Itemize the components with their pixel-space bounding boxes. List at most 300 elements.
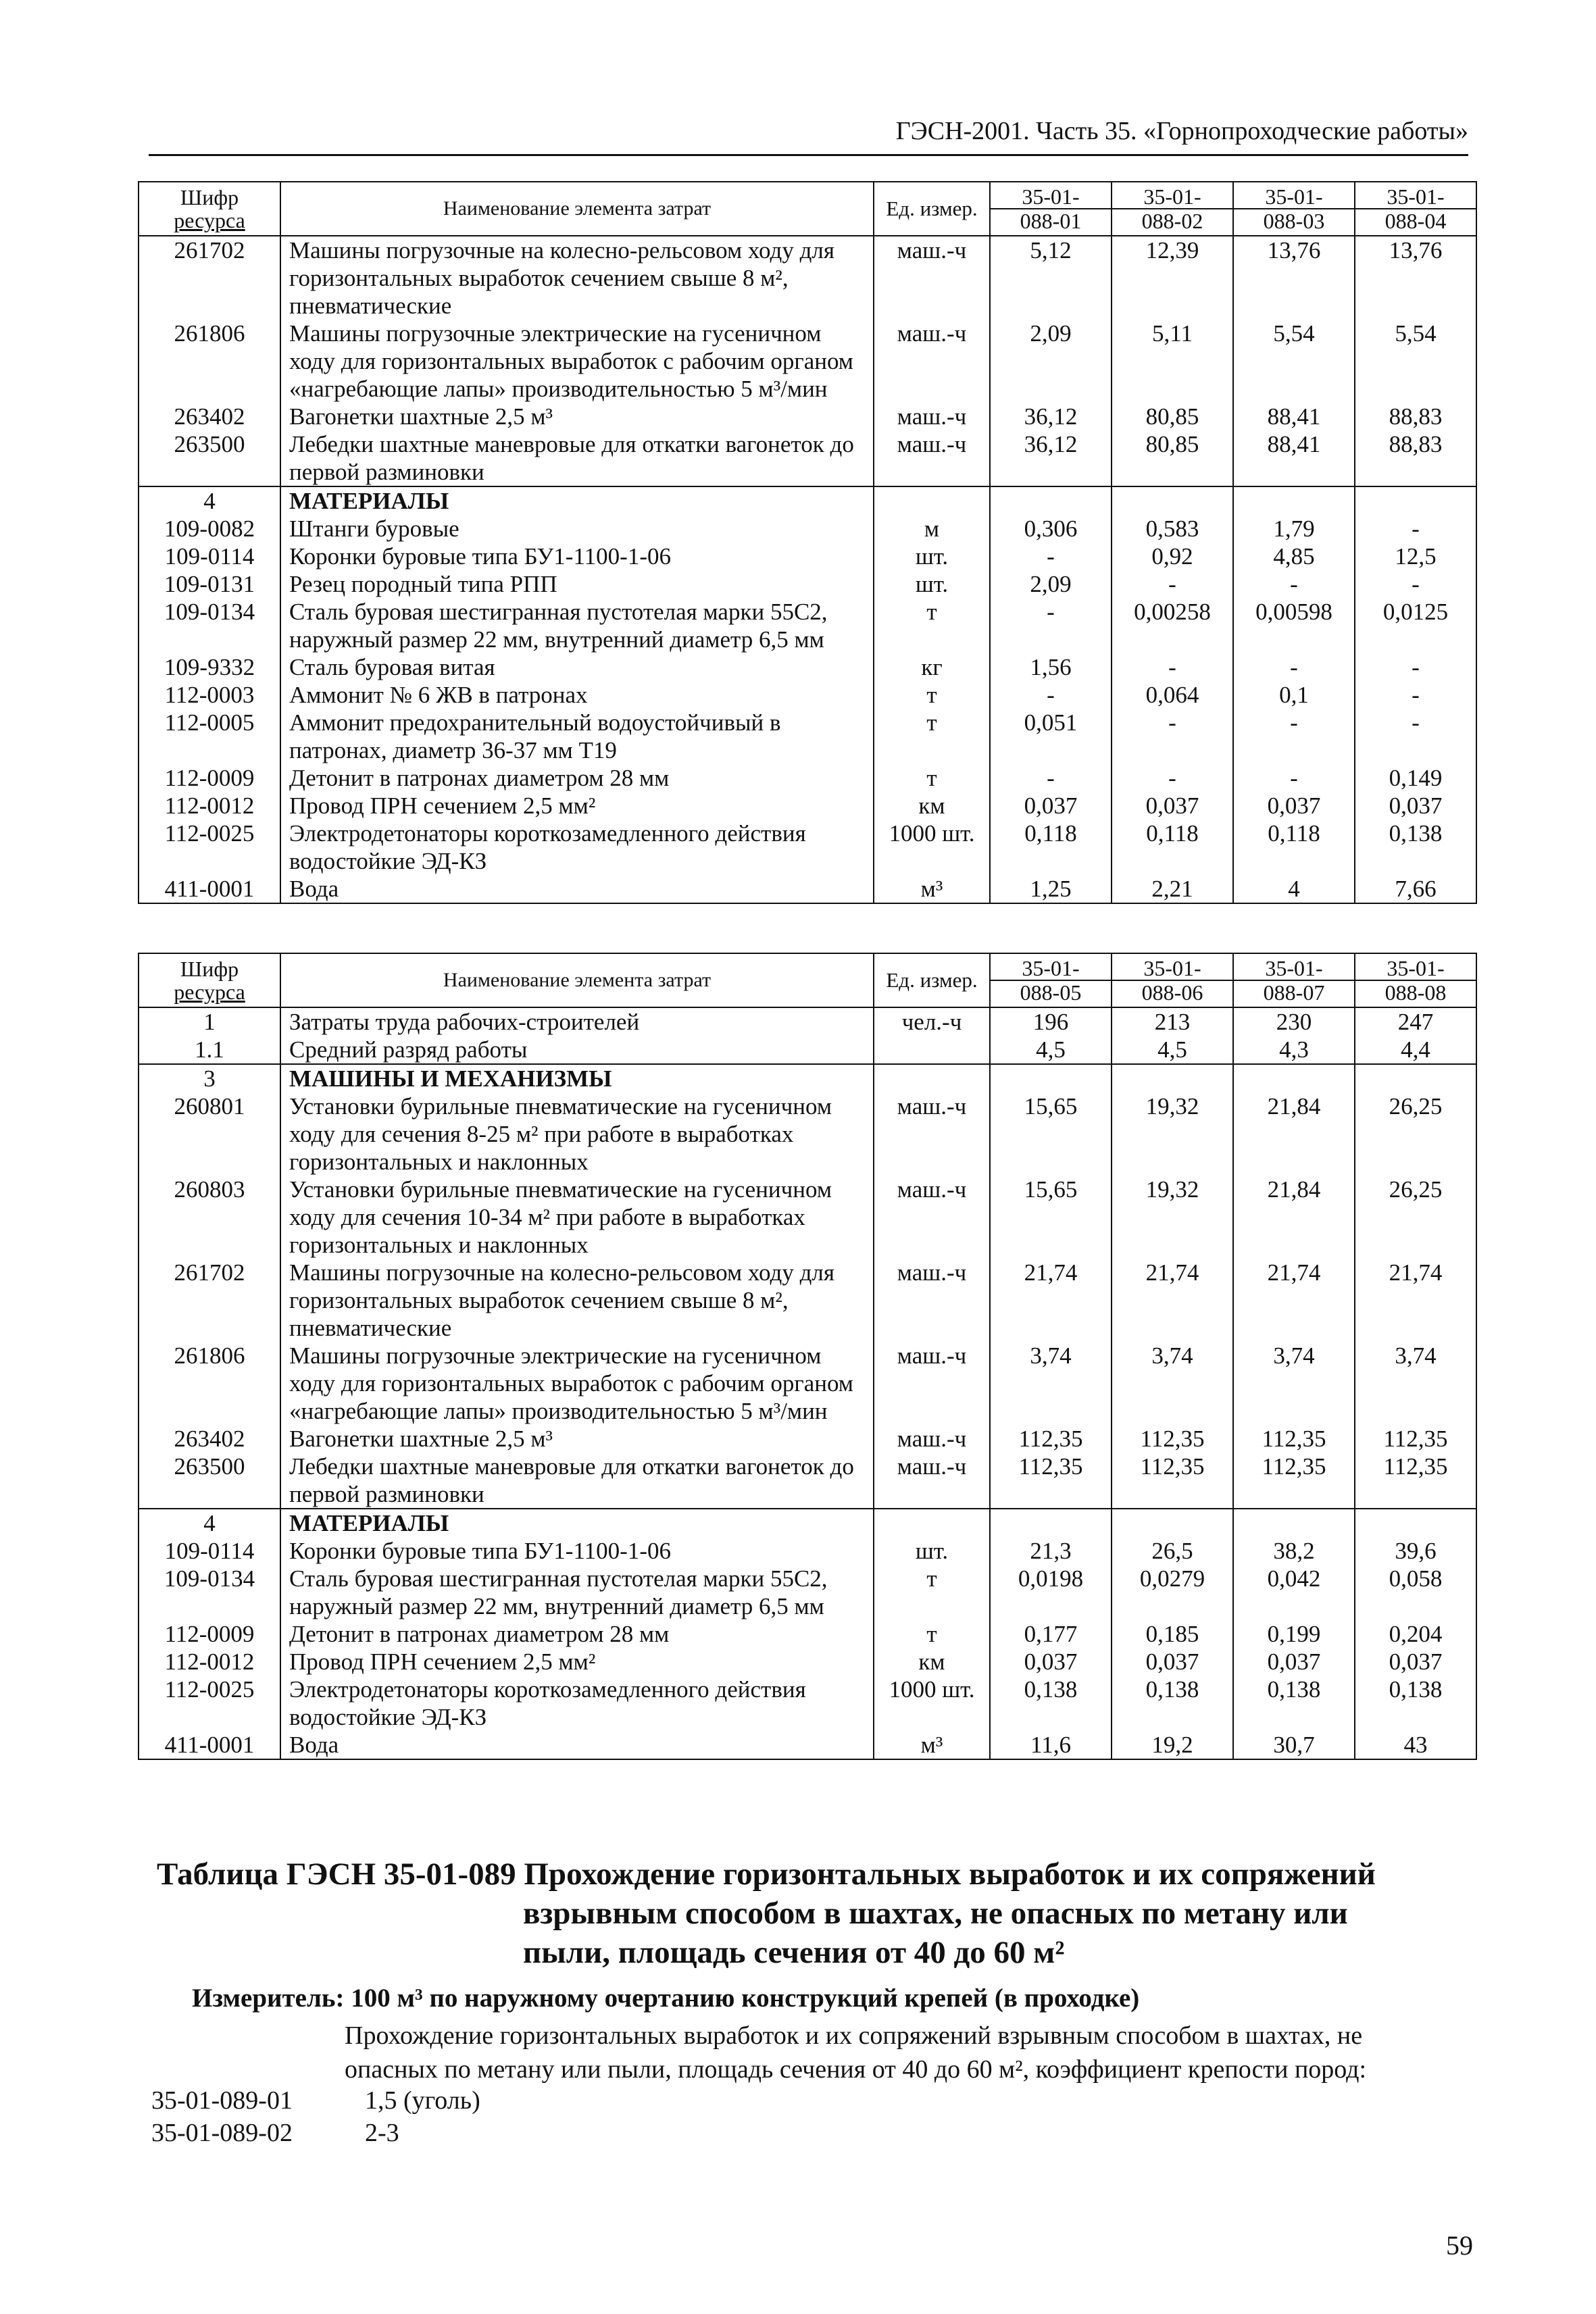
norm-value: 26,25 bbox=[1355, 1176, 1476, 1259]
norm-value bbox=[990, 1064, 1112, 1092]
cost-element-name: Сталь буровая шестигранная пустотелая марки 55С2, наружный размер 22 мм, внутренний диаметр 6,5 мм bbox=[280, 598, 874, 653]
norm-value bbox=[1112, 486, 1233, 515]
norm-value: 0,0198 bbox=[990, 1565, 1112, 1620]
variant-list bbox=[151, 2084, 480, 2149]
norm-value: - bbox=[1233, 764, 1355, 792]
cost-element-name: Машины погрузочные электрические на гусеничном ходу для горизонтальных выработок с рабочим органом «нагребающие лапы» производительностью 5 м³/мин bbox=[280, 1342, 874, 1425]
norm-value: 12,5 bbox=[1355, 543, 1476, 570]
norm-value: 0,204 bbox=[1355, 1620, 1476, 1648]
resource-code: 261806 bbox=[139, 320, 280, 403]
header-code bbox=[139, 182, 280, 236]
norm-value: 230 bbox=[1233, 1007, 1355, 1036]
norm-value: 0,306 bbox=[990, 515, 1112, 543]
norm-value: 5,11 bbox=[1112, 320, 1233, 403]
norm-value: 112,35 bbox=[1112, 1425, 1233, 1453]
header-unit: Ед. измер. bbox=[874, 953, 990, 1007]
norm-value: 1,56 bbox=[990, 653, 1112, 681]
norm-value: 15,65 bbox=[990, 1176, 1112, 1259]
resource-code: 3 bbox=[139, 1064, 280, 1092]
header-col-line1: 35-01- bbox=[1022, 184, 1080, 209]
table-row bbox=[139, 1676, 1476, 1731]
resource-code: 261806 bbox=[139, 1342, 280, 1425]
norm-value: - bbox=[1233, 709, 1355, 764]
table-row bbox=[139, 1648, 1476, 1676]
norm-value: 0,1 bbox=[1233, 681, 1355, 709]
table-row bbox=[139, 570, 1476, 598]
norm-value: 36,12 bbox=[990, 403, 1112, 430]
norm-value: 0,138 bbox=[1355, 1676, 1476, 1731]
header-code bbox=[139, 953, 280, 1007]
norm-value: 26,25 bbox=[1355, 1092, 1476, 1176]
header-col-line2: 088-06 bbox=[1112, 980, 1232, 1004]
header-name: Наименование элемента затрат bbox=[280, 182, 874, 236]
table-row bbox=[139, 515, 1476, 543]
norm-value: - bbox=[1233, 653, 1355, 681]
norm-value: - bbox=[990, 543, 1112, 570]
norm-value: 112,35 bbox=[990, 1453, 1112, 1509]
norm-value: 4,5 bbox=[990, 1036, 1112, 1064]
cost-element-name: Лебедки шахтные маневровые для откатки вагонеток до первой разминовки bbox=[280, 1453, 874, 1509]
cost-element-name: Аммонит № 6 ЖВ в патронах bbox=[280, 681, 874, 709]
resource-code: 112-0012 bbox=[139, 1648, 280, 1676]
unit-of-measure: т bbox=[874, 681, 990, 709]
unit-of-measure: чел.-ч bbox=[874, 1007, 990, 1036]
header-col-1 bbox=[990, 182, 1112, 236]
table-row bbox=[139, 1565, 1476, 1620]
cost-element-name: Электродетонаторы короткозамедленного действия водостойкие ЭД-КЗ bbox=[280, 820, 874, 875]
norm-value: 0,118 bbox=[1233, 820, 1355, 875]
variant-code: 35-01-089-01 bbox=[151, 2086, 293, 2115]
norm-value: 13,76 bbox=[1355, 236, 1476, 320]
cost-element-name: Машины погрузочные на колесно-рельсовом ходу для горизонтальных выработок сечением свыше 8 м², пневматические bbox=[280, 236, 874, 320]
resource-code: 109-0082 bbox=[139, 515, 280, 543]
table-section-row bbox=[139, 1064, 1476, 1092]
resource-code: 112-0025 bbox=[139, 1676, 280, 1731]
norm-value: 112,35 bbox=[1233, 1453, 1355, 1509]
norm-value: 247 bbox=[1355, 1007, 1476, 1036]
unit-of-measure bbox=[874, 486, 990, 515]
norm-value: 5,12 bbox=[990, 236, 1112, 320]
norm-value: 80,85 bbox=[1112, 430, 1233, 486]
unit-of-measure: кг bbox=[874, 653, 990, 681]
norm-value: 5,54 bbox=[1233, 320, 1355, 403]
unit-of-measure: 1000 шт. bbox=[874, 820, 990, 875]
norm-value: 38,2 bbox=[1233, 1537, 1355, 1565]
norm-value bbox=[1233, 1064, 1355, 1092]
norm-value bbox=[1112, 1509, 1233, 1537]
norm-value: 4,4 bbox=[1355, 1036, 1476, 1064]
table-row bbox=[139, 653, 1476, 681]
norm-value: 0,042 bbox=[1233, 1565, 1355, 1620]
cost-element-name: Средний разряд работы bbox=[280, 1036, 874, 1064]
table-row bbox=[139, 1453, 1476, 1509]
header-col-line2: 088-01 bbox=[991, 208, 1111, 232]
resource-table-088-01-04 bbox=[138, 181, 1477, 904]
norm-value: 112,35 bbox=[1355, 1453, 1476, 1509]
variant-row bbox=[151, 2084, 480, 2117]
norm-value: 21,74 bbox=[1112, 1259, 1233, 1342]
norm-value: - bbox=[1355, 515, 1476, 543]
resource-code: 109-0134 bbox=[139, 598, 280, 653]
resource-code: 112-0025 bbox=[139, 820, 280, 875]
cost-element-name: Машины погрузочные электрические на гусеничном ходу для горизонтальных выработок с рабочим органом «нагребающие лапы» производительностью 5 м³/мин bbox=[280, 320, 874, 403]
norm-value: 21,3 bbox=[990, 1537, 1112, 1565]
header-col-line2: 088-07 bbox=[1234, 980, 1354, 1004]
table-section-row bbox=[139, 1509, 1476, 1537]
resource-code: 112-0009 bbox=[139, 1620, 280, 1648]
table-row bbox=[139, 709, 1476, 764]
norm-value bbox=[1355, 486, 1476, 515]
table-row bbox=[139, 430, 1476, 486]
norm-value: 21,84 bbox=[1233, 1176, 1355, 1259]
cost-element-name: Коронки буровые типа БУ1-1100-1-06 bbox=[280, 543, 874, 570]
norm-value: 3,74 bbox=[1355, 1342, 1476, 1425]
unit-of-measure: т bbox=[874, 709, 990, 764]
table-row bbox=[139, 1007, 1476, 1036]
norm-value: 21,84 bbox=[1233, 1092, 1355, 1176]
variant-row bbox=[151, 2117, 480, 2149]
header-col-line1: 35-01- bbox=[1022, 956, 1080, 980]
cost-element-name: Провод ПРН сечением 2,5 мм² bbox=[280, 1648, 874, 1676]
resource-code: 112-0012 bbox=[139, 792, 280, 820]
norm-value: 0,0125 bbox=[1355, 598, 1476, 653]
cost-element-name: Вода bbox=[280, 1731, 874, 1759]
norm-value: - bbox=[990, 681, 1112, 709]
cost-element-name: Сталь буровая шестигранная пустотелая марки 55С2, наружный размер 22 мм, внутренний диаметр 6,5 мм bbox=[280, 1565, 874, 1620]
norm-value: 112,35 bbox=[1355, 1425, 1476, 1453]
cost-element-name: Детонит в патронах диаметром 28 мм bbox=[280, 1620, 874, 1648]
resource-code: 261702 bbox=[139, 236, 280, 320]
resource-code: 109-0114 bbox=[139, 1537, 280, 1565]
unit-of-measure: маш.-ч bbox=[874, 1092, 990, 1176]
norm-value: 19,32 bbox=[1112, 1176, 1233, 1259]
cost-element-name: МАТЕРИАЛЫ bbox=[280, 1509, 874, 1537]
norm-value: 112,35 bbox=[1233, 1425, 1355, 1453]
section-title-lead: Таблица ГЭСН 35-01-089 Прохождение горизонтальных выработок и их сопряжений bbox=[157, 1857, 1376, 1892]
norm-value: 1,79 bbox=[1233, 515, 1355, 543]
unit-of-measure: маш.-ч bbox=[874, 1425, 990, 1453]
header-col-line2: 088-03 bbox=[1234, 208, 1354, 232]
cost-element-name: Аммонит предохранительный водоустойчивый в патронах, диаметр 36-37 мм Т19 bbox=[280, 709, 874, 764]
header-code-line2: ресурса bbox=[174, 208, 245, 232]
norm-value: - bbox=[1112, 709, 1233, 764]
norm-value: - bbox=[1355, 653, 1476, 681]
unit-of-measure: маш.-ч bbox=[874, 1342, 990, 1425]
unit-of-measure: маш.-ч bbox=[874, 1259, 990, 1342]
norm-value: 88,41 bbox=[1233, 403, 1355, 430]
header-code-line2: ресурса bbox=[174, 980, 245, 1004]
table-row bbox=[139, 1036, 1476, 1064]
resource-code: 109-0131 bbox=[139, 570, 280, 598]
resource-code: 109-0114 bbox=[139, 543, 280, 570]
norm-value: 112,35 bbox=[990, 1425, 1112, 1453]
table-row bbox=[139, 681, 1476, 709]
unit-of-measure: маш.-ч bbox=[874, 320, 990, 403]
norm-value: - bbox=[1233, 570, 1355, 598]
header-col-2 bbox=[1112, 182, 1233, 236]
table-row bbox=[139, 598, 1476, 653]
unit-of-measure: 1000 шт. bbox=[874, 1676, 990, 1731]
header-rule bbox=[149, 154, 1468, 156]
unit-of-measure: т bbox=[874, 598, 990, 653]
norm-value bbox=[1112, 1064, 1233, 1092]
norm-value: 5,54 bbox=[1355, 320, 1476, 403]
norm-value: 4 bbox=[1233, 875, 1355, 903]
norm-value: 4,85 bbox=[1233, 543, 1355, 570]
resource-code: 1 bbox=[139, 1007, 280, 1036]
header-col-line2: 088-05 bbox=[991, 980, 1111, 1004]
table-row bbox=[139, 1731, 1476, 1759]
cost-element-name: Сталь буровая витая bbox=[280, 653, 874, 681]
header-code-line1: Шифр bbox=[180, 185, 239, 209]
norm-value: - bbox=[1355, 709, 1476, 764]
norm-value: 2,09 bbox=[990, 320, 1112, 403]
header-name: Наименование элемента затрат bbox=[280, 953, 874, 1007]
cost-element-name: Установки бурильные пневматические на гусеничном ходу для сечения 8-25 м² при работе в выработках горизонтальных и наклонных bbox=[280, 1092, 874, 1176]
norm-value: 0,185 bbox=[1112, 1620, 1233, 1648]
header-unit: Ед. измер. bbox=[874, 182, 990, 236]
header-col-2 bbox=[1112, 953, 1233, 1007]
header-col-line1: 35-01- bbox=[1143, 184, 1201, 209]
table-row bbox=[139, 820, 1476, 875]
table-section-row bbox=[139, 486, 1476, 515]
unit-of-measure: шт. bbox=[874, 1537, 990, 1565]
cost-element-name: Детонит в патронах диаметром 28 мм bbox=[280, 764, 874, 792]
norm-value: 0,051 bbox=[990, 709, 1112, 764]
norm-value: 0,037 bbox=[1112, 792, 1233, 820]
unit-of-measure: м³ bbox=[874, 1731, 990, 1759]
norm-value: 21,74 bbox=[1233, 1259, 1355, 1342]
unit-of-measure: маш.-ч bbox=[874, 236, 990, 320]
header-code-line1: Шифр bbox=[180, 957, 239, 981]
norm-value: 0,138 bbox=[990, 1676, 1112, 1731]
table-header-row bbox=[139, 182, 1476, 236]
resource-code: 1.1 bbox=[139, 1036, 280, 1064]
norm-value: 3,74 bbox=[990, 1342, 1112, 1425]
norm-value: - bbox=[1112, 764, 1233, 792]
norm-value: 0,583 bbox=[1112, 515, 1233, 543]
header-col-line1: 35-01- bbox=[1143, 956, 1201, 980]
header-col-line2: 088-04 bbox=[1355, 208, 1476, 232]
header-col-3 bbox=[1233, 182, 1355, 236]
resource-code: 109-0134 bbox=[139, 1565, 280, 1620]
norm-value: 88,83 bbox=[1355, 403, 1476, 430]
norm-value: - bbox=[1112, 653, 1233, 681]
unit-of-measure: т bbox=[874, 1565, 990, 1620]
work-description: Прохождение горизонтальных выработок и их сопряжений взрывным способом в шахтах, не опасных по метану или пыли, площадь сечения от 40 до 60 м², коэффициент крепости пород: bbox=[345, 2021, 1367, 2084]
norm-value: 19,2 bbox=[1112, 1731, 1233, 1759]
norm-value: 0,037 bbox=[990, 792, 1112, 820]
table-row bbox=[139, 1342, 1476, 1425]
table-row bbox=[139, 236, 1476, 320]
table-row bbox=[139, 1620, 1476, 1648]
norm-value: 0,037 bbox=[1355, 1648, 1476, 1676]
norm-value: 0,118 bbox=[990, 820, 1112, 875]
resource-code: 261702 bbox=[139, 1259, 280, 1342]
header-col-line1: 35-01- bbox=[1387, 956, 1445, 980]
variant-code: 35-01-089-02 bbox=[151, 2119, 293, 2147]
norm-value: 21,74 bbox=[990, 1259, 1112, 1342]
norm-value: 21,74 bbox=[1355, 1259, 1476, 1342]
unit-of-measure: маш.-ч bbox=[874, 430, 990, 486]
unit-of-measure: м³ bbox=[874, 875, 990, 903]
resource-code: 112-0005 bbox=[139, 709, 280, 764]
norm-value: 43 bbox=[1355, 1731, 1476, 1759]
table-row bbox=[139, 1259, 1476, 1342]
norm-value bbox=[1355, 1064, 1476, 1092]
unit-of-measure bbox=[874, 1036, 990, 1064]
header-col-line1: 35-01- bbox=[1265, 184, 1323, 209]
resource-code: 4 bbox=[139, 486, 280, 515]
unit-of-measure: м bbox=[874, 515, 990, 543]
table-row bbox=[139, 1425, 1476, 1453]
variant-value: 2-3 bbox=[365, 2119, 399, 2147]
norm-value bbox=[1355, 1509, 1476, 1537]
norm-value: 15,65 bbox=[990, 1092, 1112, 1176]
norm-value: 1,25 bbox=[990, 875, 1112, 903]
norm-value: 19,32 bbox=[1112, 1092, 1233, 1176]
cost-element-name: Машины погрузочные на колесно-рельсовом ходу для горизонтальных выработок сечением свыше 8 м², пневматические bbox=[280, 1259, 874, 1342]
cost-element-name: Коронки буровые типа БУ1-1100-1-06 bbox=[280, 1537, 874, 1565]
cost-element-name: Вода bbox=[280, 875, 874, 903]
unit-of-measure bbox=[874, 1509, 990, 1537]
unit-of-measure: маш.-ч bbox=[874, 1453, 990, 1509]
norm-value bbox=[1233, 486, 1355, 515]
header-col-4 bbox=[1355, 953, 1476, 1007]
unit-of-measure: шт. bbox=[874, 570, 990, 598]
resource-table-088-05-08 bbox=[138, 953, 1477, 1760]
unit-of-measure: т bbox=[874, 764, 990, 792]
norm-value: 213 bbox=[1112, 1007, 1233, 1036]
resource-code: 260803 bbox=[139, 1176, 280, 1259]
cost-element-name: МАШИНЫ И МЕХАНИЗМЫ bbox=[280, 1064, 874, 1092]
norm-value: 0,138 bbox=[1355, 820, 1476, 875]
section-title-rest: взрывным способом в шахтах, не опасных по метану или пыли, площадь сечения от 40 до 60 м² bbox=[523, 1896, 1348, 1970]
cost-element-name: Установки бурильные пневматические на гусеничном ходу для сечения 10-34 м² при работе в выработках горизонтальных и наклонных bbox=[280, 1176, 874, 1259]
resource-code: 411-0001 bbox=[139, 875, 280, 903]
header-col-line1: 35-01- bbox=[1387, 184, 1445, 209]
norm-value: 0,149 bbox=[1355, 764, 1476, 792]
norm-value: 88,83 bbox=[1355, 430, 1476, 486]
norm-value: 4,3 bbox=[1233, 1036, 1355, 1064]
norm-value: 0,138 bbox=[1112, 1676, 1233, 1731]
variant-value: 1,5 (уголь) bbox=[365, 2086, 480, 2115]
norm-value: - bbox=[990, 598, 1112, 653]
norm-value: 0,00598 bbox=[1233, 598, 1355, 653]
cost-element-name: Вагонетки шахтные 2,5 м³ bbox=[280, 1425, 874, 1453]
table-row bbox=[139, 792, 1476, 820]
norm-value: 0,058 bbox=[1355, 1565, 1476, 1620]
norm-value: 0,064 bbox=[1112, 681, 1233, 709]
norm-value: - bbox=[1355, 570, 1476, 598]
norm-value: 112,35 bbox=[1112, 1453, 1233, 1509]
table-row bbox=[139, 1537, 1476, 1565]
norm-value: 13,76 bbox=[1233, 236, 1355, 320]
norm-value: - bbox=[990, 764, 1112, 792]
resource-code: 112-0003 bbox=[139, 681, 280, 709]
norm-value: 3,74 bbox=[1112, 1342, 1233, 1425]
norm-value: 0,199 bbox=[1233, 1620, 1355, 1648]
norm-value bbox=[990, 486, 1112, 515]
norm-value: 0,037 bbox=[1355, 792, 1476, 820]
norm-value: 26,5 bbox=[1112, 1537, 1233, 1565]
table-row bbox=[139, 1092, 1476, 1176]
unit-of-measure: маш.-ч bbox=[874, 403, 990, 430]
norm-value bbox=[1233, 1509, 1355, 1537]
table-row bbox=[139, 1176, 1476, 1259]
resource-code: 411-0001 bbox=[139, 1731, 280, 1759]
norm-value: 30,7 bbox=[1233, 1731, 1355, 1759]
norm-value: 0,037 bbox=[990, 1648, 1112, 1676]
norm-value: 0,00258 bbox=[1112, 598, 1233, 653]
norm-value: 4,5 bbox=[1112, 1036, 1233, 1064]
table-row bbox=[139, 320, 1476, 403]
header-col-line2: 088-02 bbox=[1112, 208, 1232, 232]
cost-element-name: Резец породный типа РПП bbox=[280, 570, 874, 598]
header-col-3 bbox=[1233, 953, 1355, 1007]
page-number: 59 bbox=[1446, 2230, 1473, 2261]
norm-value: 2,09 bbox=[990, 570, 1112, 598]
header-col-line2: 088-08 bbox=[1355, 980, 1476, 1004]
norm-value: 0,0279 bbox=[1112, 1565, 1233, 1620]
resource-code: 263402 bbox=[139, 403, 280, 430]
table-row bbox=[139, 764, 1476, 792]
cost-element-name: Вагонетки шахтные 2,5 м³ bbox=[280, 403, 874, 430]
resource-code: 260801 bbox=[139, 1092, 280, 1176]
cost-element-name: МАТЕРИАЛЫ bbox=[280, 486, 874, 515]
cost-element-name: Лебедки шахтные маневровые для откатки вагонеток до первой разминовки bbox=[280, 430, 874, 486]
norm-value: 39,6 bbox=[1355, 1537, 1476, 1565]
unit-of-measure: маш.-ч bbox=[874, 1176, 990, 1259]
cost-element-name: Провод ПРН сечением 2,5 мм² bbox=[280, 792, 874, 820]
resource-code: 263402 bbox=[139, 1425, 280, 1453]
header-col-line1: 35-01- bbox=[1265, 956, 1323, 980]
norm-value: 0,037 bbox=[1233, 1648, 1355, 1676]
unit-of-measure: шт. bbox=[874, 543, 990, 570]
norm-value: 36,12 bbox=[990, 430, 1112, 486]
resource-code: 4 bbox=[139, 1509, 280, 1537]
norm-value: 11,6 bbox=[990, 1731, 1112, 1759]
norm-value: 0,138 bbox=[1233, 1676, 1355, 1731]
section-title bbox=[157, 1855, 1427, 1972]
header-col-1 bbox=[990, 953, 1112, 1007]
resource-code: 263500 bbox=[139, 1453, 280, 1509]
cost-element-name: Электродетонаторы короткозамедленного действия водостойкие ЭД-КЗ bbox=[280, 1676, 874, 1731]
norm-value bbox=[990, 1509, 1112, 1537]
measurement-unit: Измеритель: 100 м³ по наружному очертанию конструкций крепей (в проходке) bbox=[192, 1984, 1140, 2013]
norm-value: 0,118 bbox=[1112, 820, 1233, 875]
unit-of-measure bbox=[874, 1064, 990, 1092]
running-header: ГЭСН-2001. Часть 35. «Горнопроходческие работы» bbox=[895, 117, 1468, 145]
cost-element-name: Затраты труда рабочих-строителей bbox=[280, 1007, 874, 1036]
unit-of-measure: км bbox=[874, 1648, 990, 1676]
norm-value: 88,41 bbox=[1233, 430, 1355, 486]
table-row bbox=[139, 403, 1476, 430]
norm-value: 3,74 bbox=[1233, 1342, 1355, 1425]
resource-code: 112-0009 bbox=[139, 764, 280, 792]
resource-code: 109-9332 bbox=[139, 653, 280, 681]
norm-value: - bbox=[1112, 570, 1233, 598]
norm-value: 2,21 bbox=[1112, 875, 1233, 903]
norm-value: 7,66 bbox=[1355, 875, 1476, 903]
table-header-row bbox=[139, 953, 1476, 1007]
norm-value: 196 bbox=[990, 1007, 1112, 1036]
norm-value: 80,85 bbox=[1112, 403, 1233, 430]
norm-value: 0,177 bbox=[990, 1620, 1112, 1648]
norm-value: - bbox=[1355, 681, 1476, 709]
unit-of-measure: км bbox=[874, 792, 990, 820]
norm-value: 0,037 bbox=[1233, 792, 1355, 820]
